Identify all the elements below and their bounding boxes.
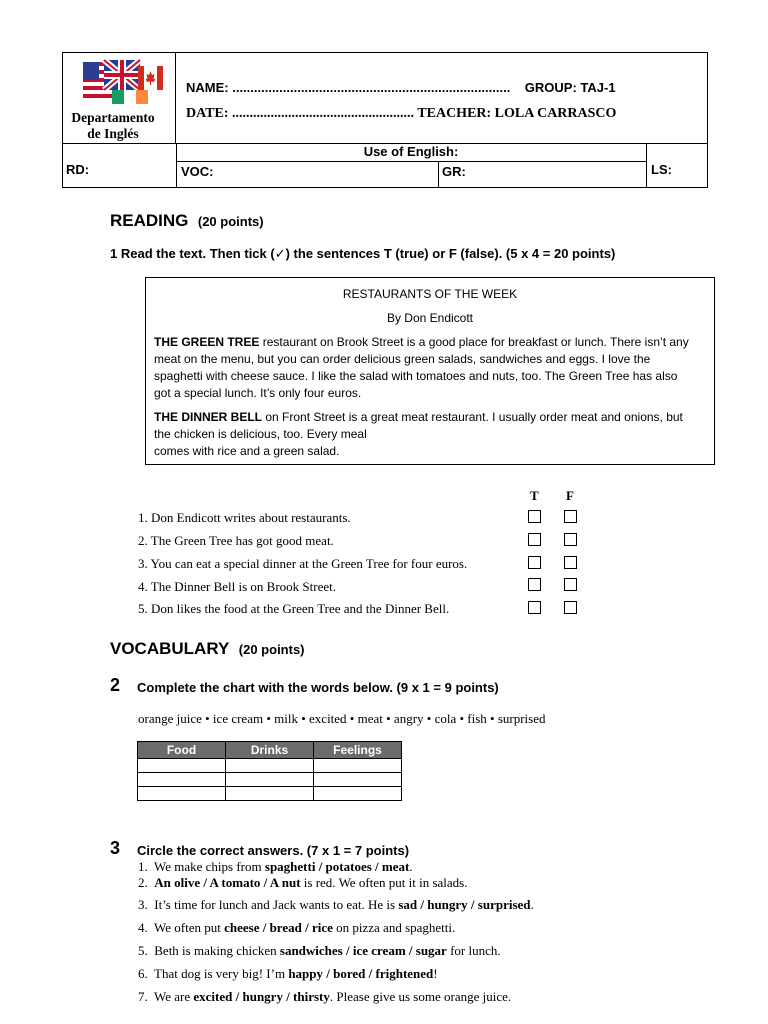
score-divider-1 <box>176 143 177 188</box>
uk-flag-icon <box>104 60 140 90</box>
tf-question: 5. Don likes the food at the Green Tree and the Dinner Bell. <box>138 601 450 616</box>
use-of-english-label: Use of English: <box>363 144 459 159</box>
answer-options[interactable]: cheese / bread / rice <box>224 920 333 935</box>
false-checkbox[interactable] <box>564 533 577 546</box>
ireland-flag-icon <box>112 90 148 104</box>
tf-question: 4. The Dinner Bell is on Brook Street. <box>138 579 336 594</box>
circle-item: 6. That dog is very big! I’m happy / bored / frightened! <box>138 966 438 981</box>
group-label: GROUP: TAJ-1 <box>524 80 616 95</box>
answer-options[interactable]: An olive / A tomato / A nut <box>154 875 301 890</box>
name-group-line <box>186 80 616 95</box>
true-checkbox[interactable] <box>528 601 541 614</box>
voc-score-label: VOC: <box>181 164 214 179</box>
chart-header-food: Food <box>138 742 226 759</box>
date-field[interactable]: DATE: .................................................... <box>186 106 415 121</box>
false-checkbox[interactable] <box>564 601 577 614</box>
chart-cell[interactable] <box>138 773 226 787</box>
flags-logo <box>82 58 164 108</box>
canada-flag-icon <box>138 66 163 90</box>
text-byline: By Don Endicott <box>386 311 474 325</box>
false-column-header: F <box>566 488 574 503</box>
chart-header-drinks: Drinks <box>226 742 314 759</box>
dinner-bell-paragraph: THE DINNER BELL on Front Street is a great meat restaurant. I usually order meat and onions, but the chicken is delicious, too. Every meal comes with rice and a green salad. <box>154 410 683 458</box>
tick-icon: ✓ <box>274 246 286 261</box>
true-column-header: T <box>530 488 539 503</box>
chart-cell[interactable] <box>226 773 314 787</box>
true-checkbox[interactable] <box>528 533 541 546</box>
chart-cell[interactable] <box>226 787 314 801</box>
chart-cell[interactable] <box>138 787 226 801</box>
word-list: orange juice • ice cream • milk • excited • meat • angry • cola • fish • surprised <box>138 711 546 726</box>
tf-question: 3. You can eat a special dinner at the Green Tree for four euros. <box>138 556 468 571</box>
circle-item: 5. Beth is making chicken sandwiches / ice cream / sugar for lunch. <box>138 943 501 958</box>
exercise-2-number: 2 <box>110 675 121 695</box>
use-of-english-divider <box>176 161 646 162</box>
score-divider-2 <box>438 161 439 188</box>
answer-options[interactable]: sad / hungry / surprised <box>398 897 531 912</box>
teacher-label: TEACHER: LOLA CARRASCO <box>417 106 617 121</box>
circle-item: 7. We are excited / hungry / thirsty. Please give us some orange juice. <box>138 989 512 1004</box>
circle-item: 4. We often put cheese / bread / rice on pizza and spaghetti. <box>138 920 456 935</box>
false-checkbox[interactable] <box>564 578 577 591</box>
department-label: Departamento de Inglés <box>71 110 155 141</box>
green-tree-paragraph: THE GREEN TREE restaurant on Brook Street is a good place for breakfast or lunch. There isn’t any meat on the menu, but you can order delicious green salads, sandwiches and eggs. I love the spaghetti with cheese sauce. I like the salad with tomatoes and nuts, too. The Green Tree has also got a special lunch. It’s only four euros. <box>154 335 689 400</box>
chart-cell[interactable] <box>314 787 402 801</box>
exercise-3-instruction: Circle the correct answers. (7 x 1 = 7 points) <box>137 843 410 858</box>
vocabulary-chart <box>137 741 402 801</box>
chart-cell[interactable] <box>226 759 314 773</box>
false-checkbox[interactable] <box>564 510 577 523</box>
ls-score-label: LS: <box>651 162 672 177</box>
chart-cell[interactable] <box>314 773 402 787</box>
false-checkbox[interactable] <box>564 556 577 569</box>
gr-score-label: GR: <box>442 164 466 179</box>
vocabulary-section-title: VOCABULARY (20 points) <box>110 639 305 658</box>
answer-options[interactable]: spaghetti / potatoes / meat <box>264 859 410 874</box>
true-checkbox[interactable] <box>528 510 541 523</box>
reading-text-box <box>145 277 715 465</box>
text-title: RESTAURANTS OF THE WEEK <box>342 287 518 301</box>
answer-options[interactable]: excited / hungry / thirsty <box>193 989 330 1004</box>
tf-question: 2. The Green Tree has got good meat. <box>138 533 334 548</box>
answer-options[interactable]: sandwiches / ice cream / sugar <box>279 943 447 958</box>
true-checkbox[interactable] <box>528 556 541 569</box>
true-checkbox[interactable] <box>528 578 541 591</box>
date-teacher-line <box>186 106 616 122</box>
rd-score-label: RD: <box>66 162 90 177</box>
reading-instruction: 1 Read the text. Then tick (✓) the sentences T (true) or F (false). (5 x 4 = 20 points) <box>110 246 616 261</box>
circle-item: 2. An olive / A tomato / A nut is red. We often put it in salads. <box>138 875 468 890</box>
circle-item: 3. It’s time for lunch and Jack wants to eat. He is sad / hungry / surprised. <box>138 897 534 912</box>
chart-cell[interactable] <box>138 759 226 773</box>
score-divider-3 <box>646 143 647 188</box>
answer-options[interactable]: happy / bored / frightened <box>288 966 434 981</box>
chart-cell[interactable] <box>314 759 402 773</box>
exercise-3-number: 3 <box>110 838 121 858</box>
circle-item: 1. We make chips from spaghetti / potatoes / meat. <box>138 859 413 874</box>
chart-header-feelings: Feelings <box>314 742 402 759</box>
name-field[interactable]: NAME: ............................................................................. <box>186 80 511 95</box>
reading-section-title: READING (20 points) <box>110 211 264 230</box>
exercise-2-instruction: Complete the chart with the words below. (9 x 1 = 9 points) <box>137 680 499 695</box>
tf-question: 1. Don Endicott writes about restaurants. <box>138 510 351 525</box>
